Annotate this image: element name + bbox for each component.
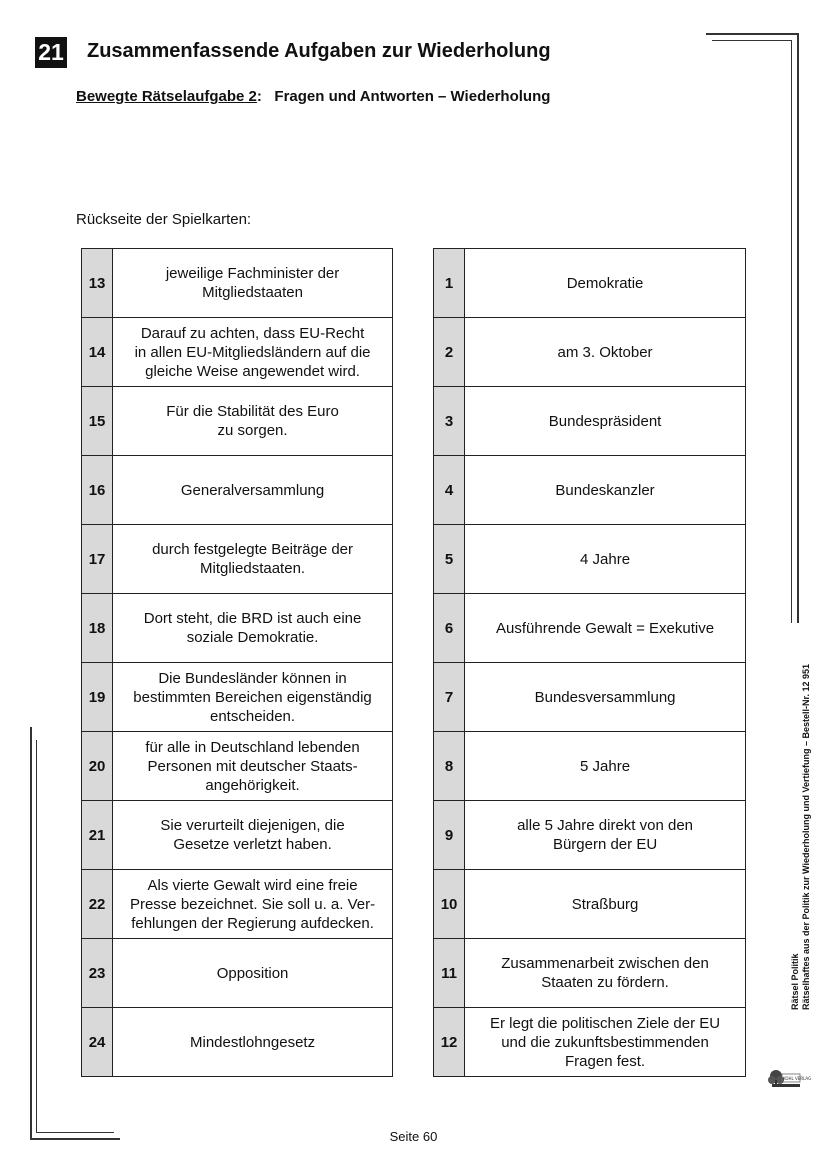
card-text: Die Bundesländer können in bestimmten Bereichen eigenständig entscheiden. xyxy=(113,663,393,732)
card-text: 4 Jahre xyxy=(465,525,746,594)
frame-line-top-right xyxy=(706,33,798,35)
card-number: 17 xyxy=(82,525,113,594)
card-text: Bundespräsident xyxy=(465,387,746,456)
card-text: 5 Jahre xyxy=(465,732,746,801)
card-number: 11 xyxy=(434,939,465,1008)
card-text: am 3. Oktober xyxy=(465,318,746,387)
card-number: 7 xyxy=(434,663,465,732)
frame-line-left xyxy=(30,727,32,1139)
card-text: für alle in Deutschland lebenden Personen mit deutscher Staats- angehörigkeit. xyxy=(113,732,393,801)
publisher-sidebar xyxy=(790,664,812,1010)
frame-line-top-right-inner xyxy=(712,40,792,41)
sidebar-subtitle: Rätselhaftes aus der Politik zur Wiederholung und Vertiefung – Bestell-Nr. 12 951 xyxy=(801,663,811,1010)
card-text: Demokratie xyxy=(465,249,746,318)
table-row xyxy=(82,1008,393,1077)
card-number: 12 xyxy=(434,1008,465,1077)
table-row xyxy=(82,663,393,732)
card-text: durch festgelegte Beiträge der Mitgliedstaaten. xyxy=(113,525,393,594)
logo-text: KOHL VERLAG xyxy=(783,1076,812,1081)
card-number: 8 xyxy=(434,732,465,801)
card-text: Sie verurteilt diejenigen, die Gesetze verletzt haben. xyxy=(113,801,393,870)
card-text: Straßburg xyxy=(465,870,746,939)
sidebar-title: Rätsel Politik xyxy=(790,953,800,1010)
subheading-colon: : xyxy=(256,88,262,105)
table-row xyxy=(434,318,746,387)
card-text: alle 5 Jahre direkt von den Bürgern der EU xyxy=(465,801,746,870)
card-number: 15 xyxy=(82,387,113,456)
table-row xyxy=(434,663,746,732)
page-title: Zusammenfassende Aufgaben zur Wiederholung xyxy=(87,40,551,62)
table-row xyxy=(82,318,393,387)
table-row xyxy=(82,801,393,870)
table-row xyxy=(434,939,746,1008)
page-number: Seite 60 xyxy=(389,1129,438,1144)
table-row xyxy=(82,525,393,594)
table-row xyxy=(82,939,393,1008)
card-text: jeweilige Fachminister der Mitgliedstaaten xyxy=(113,249,393,318)
card-number: 10 xyxy=(434,870,465,939)
table-row xyxy=(82,387,393,456)
card-text: Als vierte Gewalt wird eine freie Presse bezeichnet. Sie soll u. a. Ver- fehlungen der Regierung aufdecken. xyxy=(113,870,393,939)
card-number: 21 xyxy=(82,801,113,870)
card-number: 13 xyxy=(82,249,113,318)
table-row xyxy=(434,732,746,801)
card-text: Opposition xyxy=(113,939,393,1008)
frame-line-right-inner xyxy=(791,40,792,623)
card-text: Für die Stabilität des Euro zu sorgen. xyxy=(113,387,393,456)
tree-icon xyxy=(766,1062,812,1094)
table-row xyxy=(434,870,746,939)
left-card-table xyxy=(81,248,393,1077)
card-text: Dort steht, die BRD ist auch eine soziale Demokratie. xyxy=(113,594,393,663)
card-number: 3 xyxy=(434,387,465,456)
card-text: Bundeskanzler xyxy=(465,456,746,525)
subheading-label: Bewegte Rätselaufgabe 2 xyxy=(76,88,257,105)
card-number: 9 xyxy=(434,801,465,870)
card-text: Zusammenarbeit zwischen den Staaten zu fördern. xyxy=(465,939,746,1008)
card-number: 6 xyxy=(434,594,465,663)
table-row xyxy=(82,594,393,663)
card-number: 23 xyxy=(82,939,113,1008)
card-number: 4 xyxy=(434,456,465,525)
table-row xyxy=(434,801,746,870)
card-text: Er legt die politischen Ziele der EU und die zukunftsbestimmenden Fragen fest. xyxy=(465,1008,746,1077)
card-number: 19 xyxy=(82,663,113,732)
card-number: 24 xyxy=(82,1008,113,1077)
card-text: Bundesversammlung xyxy=(465,663,746,732)
card-number: 5 xyxy=(434,525,465,594)
intro-text: Rückseite der Spielkarten: xyxy=(76,211,252,228)
table-row xyxy=(434,456,746,525)
card-number: 20 xyxy=(82,732,113,801)
subheading-text: Fragen und Antworten – Wiederholung xyxy=(274,88,551,105)
card-number: 22 xyxy=(82,870,113,939)
card-number: 14 xyxy=(82,318,113,387)
card-text: Mindestlohngesetz xyxy=(113,1008,393,1077)
card-text: Darauf zu achten, dass EU-Recht in allen EU-Mitgliedsländern auf die gleiche Weise angewendet wird. xyxy=(113,318,393,387)
card-number: 2 xyxy=(434,318,465,387)
table-row xyxy=(82,249,393,318)
table-row xyxy=(82,456,393,525)
table-row xyxy=(434,594,746,663)
frame-line-left-inner xyxy=(36,740,37,1133)
table-row xyxy=(82,732,393,801)
table-row xyxy=(434,1008,746,1077)
card-text: Ausführende Gewalt = Exekutive xyxy=(465,594,746,663)
table-row xyxy=(434,387,746,456)
card-text: Generalversammlung xyxy=(113,456,393,525)
table-row xyxy=(82,870,393,939)
card-number: 1 xyxy=(434,249,465,318)
table-row xyxy=(434,249,746,318)
frame-line-right xyxy=(797,33,799,623)
right-card-table xyxy=(433,248,746,1077)
table-row xyxy=(434,525,746,594)
card-number: 16 xyxy=(82,456,113,525)
chapter-number-badge: 21 xyxy=(35,37,67,68)
subheading xyxy=(76,88,550,105)
card-number: 18 xyxy=(82,594,113,663)
